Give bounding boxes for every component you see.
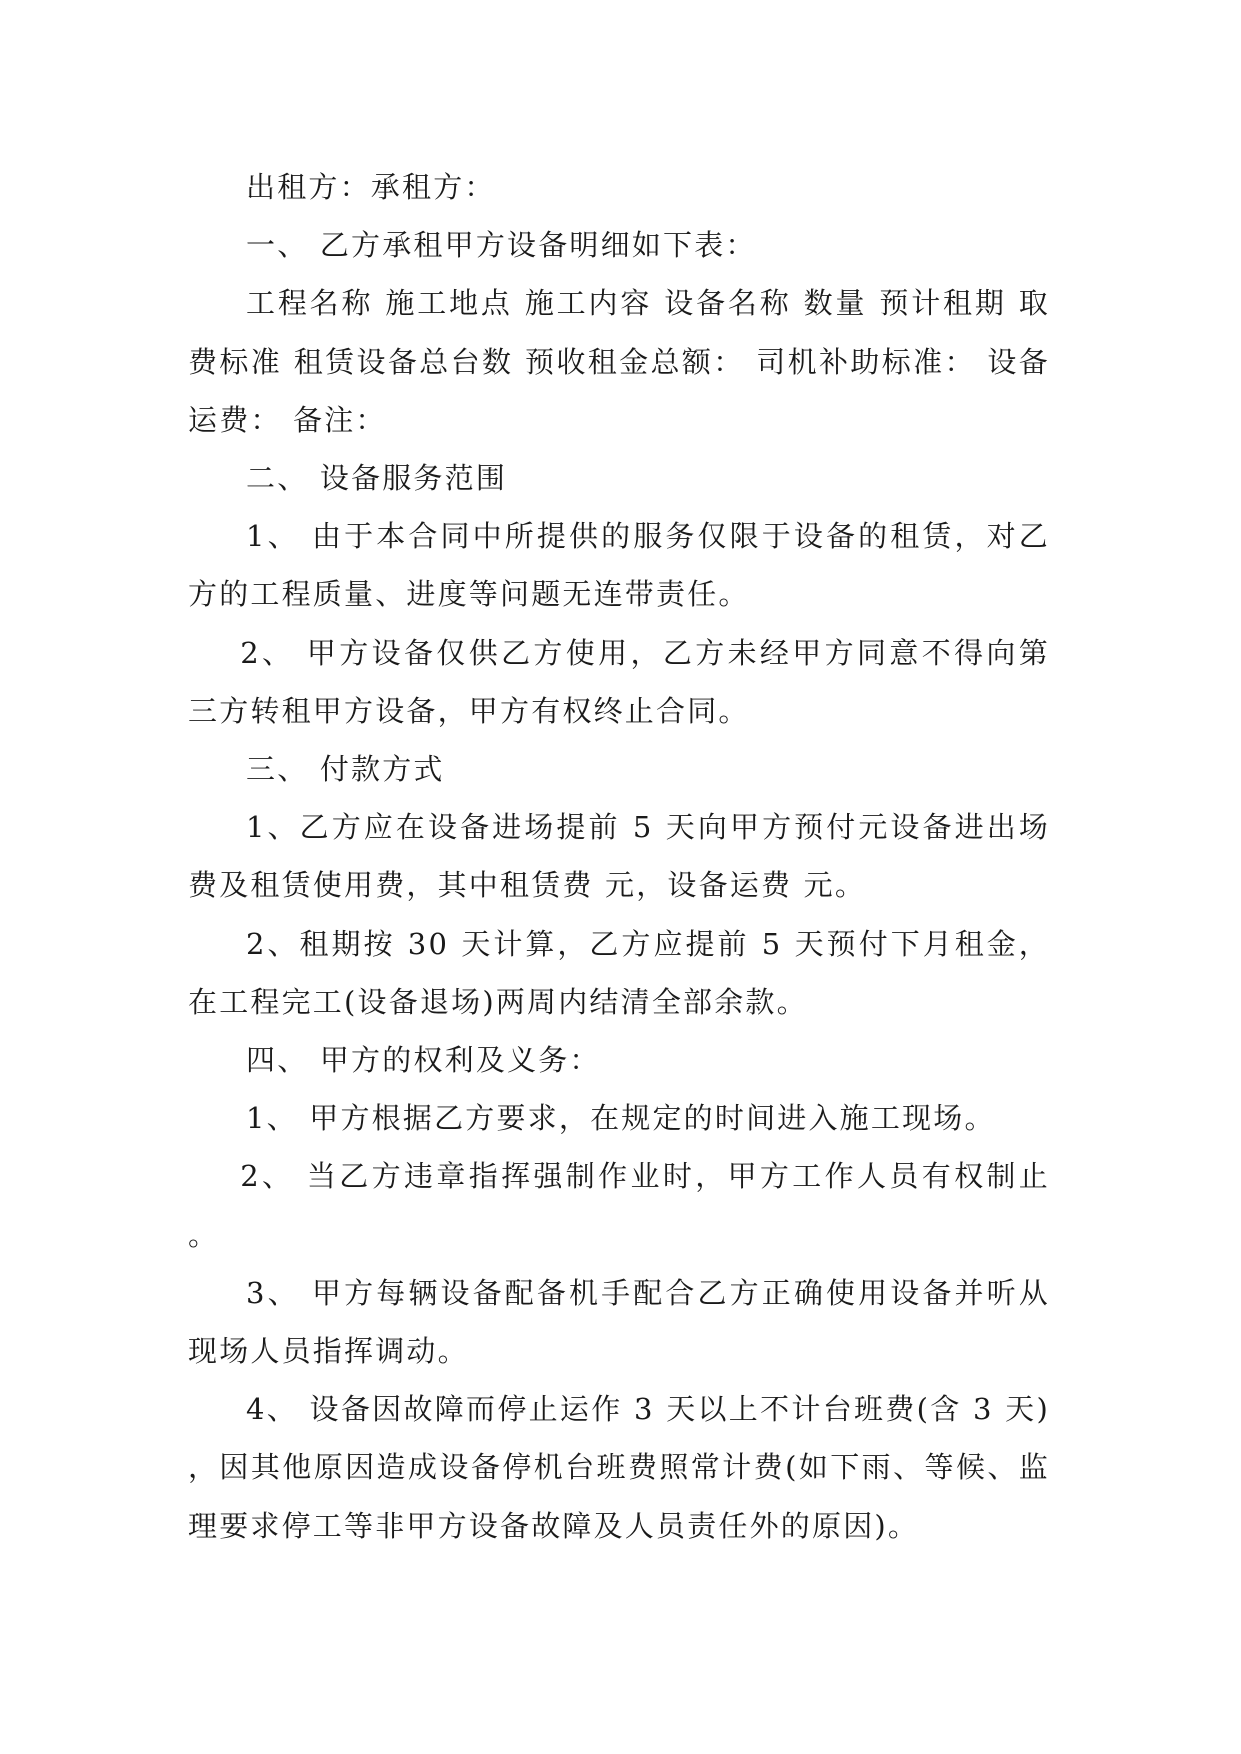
- section-2-clause-1: 1、 由于本合同中所提供的服务仅限于设备的租赁，对乙方的工程质量、进度等问题无连带责任。: [188, 519, 1050, 612]
- section-4-clause-3: 3、 甲方每辆设备配备机手配合乙方正确使用设备并听从现场人员指挥调动。: [188, 1275, 1050, 1369]
- section-3-heading: 三、 付款方式: [246, 752, 445, 787]
- section-4-heading: 四、 甲方的权利及义务：: [246, 1043, 601, 1078]
- section-3-clause-2: 2、租期按 30 天计算，乙方应提前 5 天预付下月租金，在工程完工(设备退场)两周内结清全部余款。: [188, 926, 1050, 1019]
- section-1-heading: 一、 乙方承租甲方设备明细如下表：: [246, 228, 757, 263]
- section-4-clause-4: 4、 设备因故障而停止运作 3 天以上不计台班费(含 3 天)，因其他原因造成设备停机台班费照常计费(如下雨、等候、监理要求停工等非甲方设备故障及人员责任外的原因)。: [188, 1392, 1050, 1543]
- section-4-clause-1: 1、 甲方根据乙方要求，在规定的时间进入施工现场。: [246, 1101, 996, 1136]
- section-2-clause-2: 2、 甲方设备仅供乙方使用，乙方未经甲方同意不得向第三方转租甲方设备，甲方有权终止合同。: [188, 635, 1050, 728]
- parties-line: 出租方：承租方：: [246, 170, 496, 204]
- section-2-heading: 二、 设备服务范围: [246, 461, 508, 496]
- section-3-clause-1: 1、乙方应在设备进场提前 5 天向甲方预付元设备进出场费及租赁使用费，其中租赁费 元，设备运费 元。: [188, 810, 1050, 903]
- section-4-clause-2: 2、 当乙方违章指挥强制作业时，甲方工作人员有权制止。: [188, 1159, 1050, 1252]
- document-body: [188, 158, 1050, 1555]
- equipment-list-fields: 工程名称 施工地点 施工内容 设备名称 数量 预计租期 取费标准 租赁设备总台数 预收租金总额： 司机补助标准： 设备运费： 备注：: [188, 286, 1050, 437]
